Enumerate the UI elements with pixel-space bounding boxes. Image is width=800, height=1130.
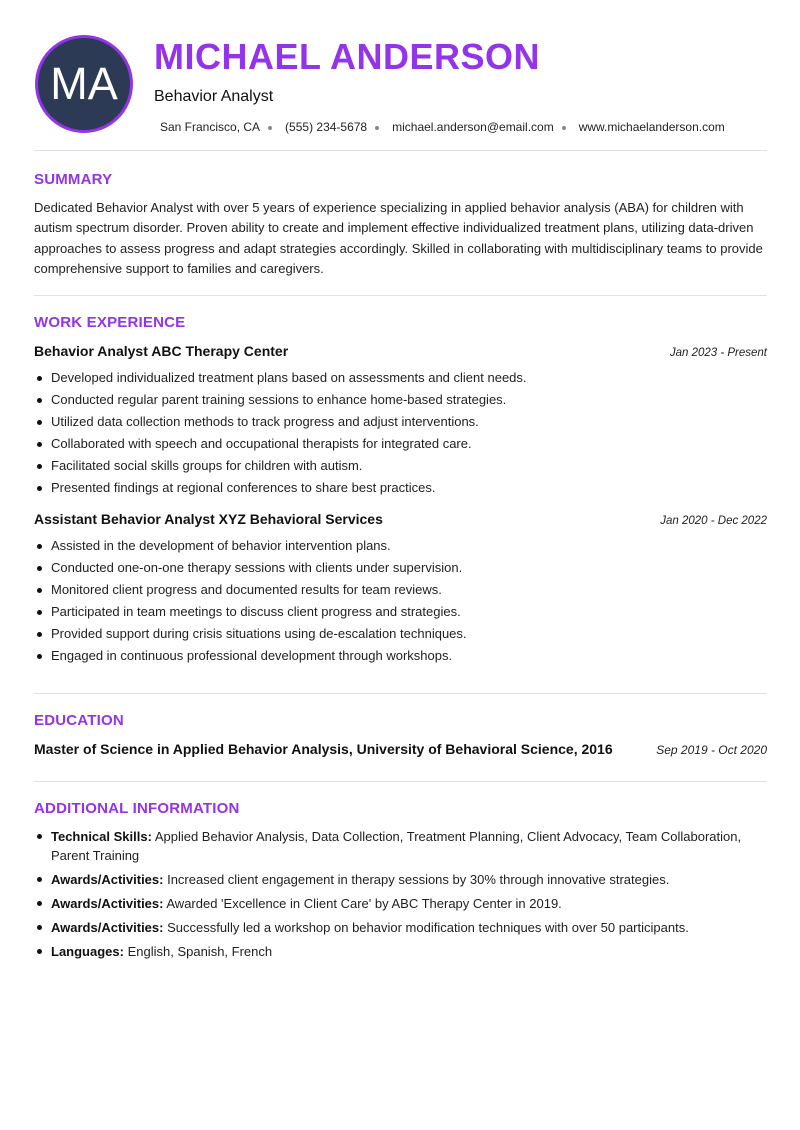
additional-info-list xyxy=(34,827,767,961)
job-header xyxy=(34,511,767,527)
contact-line xyxy=(160,120,725,134)
job-bullets xyxy=(34,535,767,667)
separator-dot xyxy=(562,126,566,130)
info-text: Awarded 'Excellence in Client Care' by ABC Therapy Center in 2019. xyxy=(163,896,562,912)
info-label: Awards/Activities: xyxy=(51,920,164,936)
job-dates: Jan 2020 - Dec 2022 xyxy=(660,515,767,528)
info-text: English, Spanish, French xyxy=(123,944,273,960)
education-dates: Sep 2019 - Oct 2020 xyxy=(656,743,767,758)
section-heading-additional: ADDITIONAL INFORMATION xyxy=(34,800,240,818)
list-item: Presented findings at regional conferences to share best practices. xyxy=(34,477,767,499)
section-heading-education: EDUCATION xyxy=(34,712,124,730)
section-heading-summary: SUMMARY xyxy=(34,171,113,188)
list-item: Participated in team meetings to discuss client progress and strategies. xyxy=(34,601,767,623)
section-heading-work: WORK EXPERIENCE xyxy=(34,314,186,332)
info-text: Applied Behavior Analysis, Data Collection, Treatment Planning, Client Advocacy, Team Collaboration, Parent Training xyxy=(51,829,742,864)
work-experience-section xyxy=(34,296,767,694)
job-role: Behavior Analyst ABC Therapy Center xyxy=(34,343,289,360)
list-item: Collaborated with speech and occupational therapists for integrated care. xyxy=(34,433,767,455)
list-item: Utilized data collection methods to track progress and adjust interventions. xyxy=(34,411,767,433)
list-item xyxy=(34,918,767,937)
info-label: Technical Skills: xyxy=(51,829,152,845)
contact-location: San Francisco, CA xyxy=(160,120,261,134)
info-text: Increased client engagement in therapy sessions by 30% through innovative strategies. xyxy=(163,872,670,888)
separator-dot xyxy=(268,126,272,130)
job-dates: Jan 2023 - Present xyxy=(669,347,767,360)
contact-phone: (555) 234-5678 xyxy=(285,120,368,134)
info-text: Successfully led a workshop on behavior modification techniques with over 50 participants. xyxy=(163,920,689,936)
additional-information-section xyxy=(34,782,767,961)
contact-email[interactable]: michael.anderson@email.com xyxy=(392,120,554,134)
list-item xyxy=(34,942,767,961)
job-role: Assistant Behavior Analyst XYZ Behavioral Services xyxy=(34,511,383,528)
summary-text: Dedicated Behavior Analyst with over 5 years of experience specializing in applied behavior analysis (ABA) for children with autism spectrum disorder. Proven ability to create and implement effective individualized treatment plans, utilizing data-driven approaches to assess progress and adapt strategies accordingly. Skilled in collaborating with multidisciplinary teams to provide comprehensive support to families and caregivers. xyxy=(34,200,763,276)
list-item: Assisted in the development of behavior intervention plans. xyxy=(34,535,767,557)
info-label: Languages: xyxy=(51,944,124,960)
job-entry xyxy=(34,343,767,499)
list-item: Developed individualized treatment plans based on assessments and client needs. xyxy=(34,367,767,389)
list-item: Engaged in continuous professional development through workshops. xyxy=(34,645,767,667)
candidate-title: Behavior Analyst xyxy=(154,88,274,105)
avatar-initials: MA xyxy=(50,58,118,109)
job-bullets xyxy=(34,367,767,499)
education-degree: Master of Science in Applied Behavior Analysis, University of Behavioral Science, 2016 xyxy=(34,741,613,758)
list-item: Conducted one-on-one therapy sessions with clients under supervision. xyxy=(34,557,767,579)
list-item: Provided support during crisis situations using de-escalation techniques. xyxy=(34,623,767,645)
candidate-name: MICHAEL ANDERSON xyxy=(154,36,541,77)
job-entry xyxy=(34,511,767,667)
contact-website[interactable]: www.michaelanderson.com xyxy=(578,120,725,134)
list-item: Monitored client progress and documented results for team reviews. xyxy=(34,579,767,601)
list-item xyxy=(34,870,767,889)
list-item: Conducted regular parent training sessions to enhance home-based strategies. xyxy=(34,389,767,411)
summary-section xyxy=(34,151,767,296)
info-label: Awards/Activities: xyxy=(51,872,164,888)
education-section xyxy=(34,694,767,782)
resume-header xyxy=(34,0,767,151)
education-entry xyxy=(34,741,767,757)
info-label: Awards/Activities: xyxy=(51,896,164,912)
avatar xyxy=(35,35,133,133)
job-header xyxy=(34,343,767,359)
list-item: Facilitated social skills groups for children with autism. xyxy=(34,455,767,477)
list-item xyxy=(34,894,767,913)
list-item xyxy=(34,827,767,865)
separator-dot xyxy=(375,126,379,130)
